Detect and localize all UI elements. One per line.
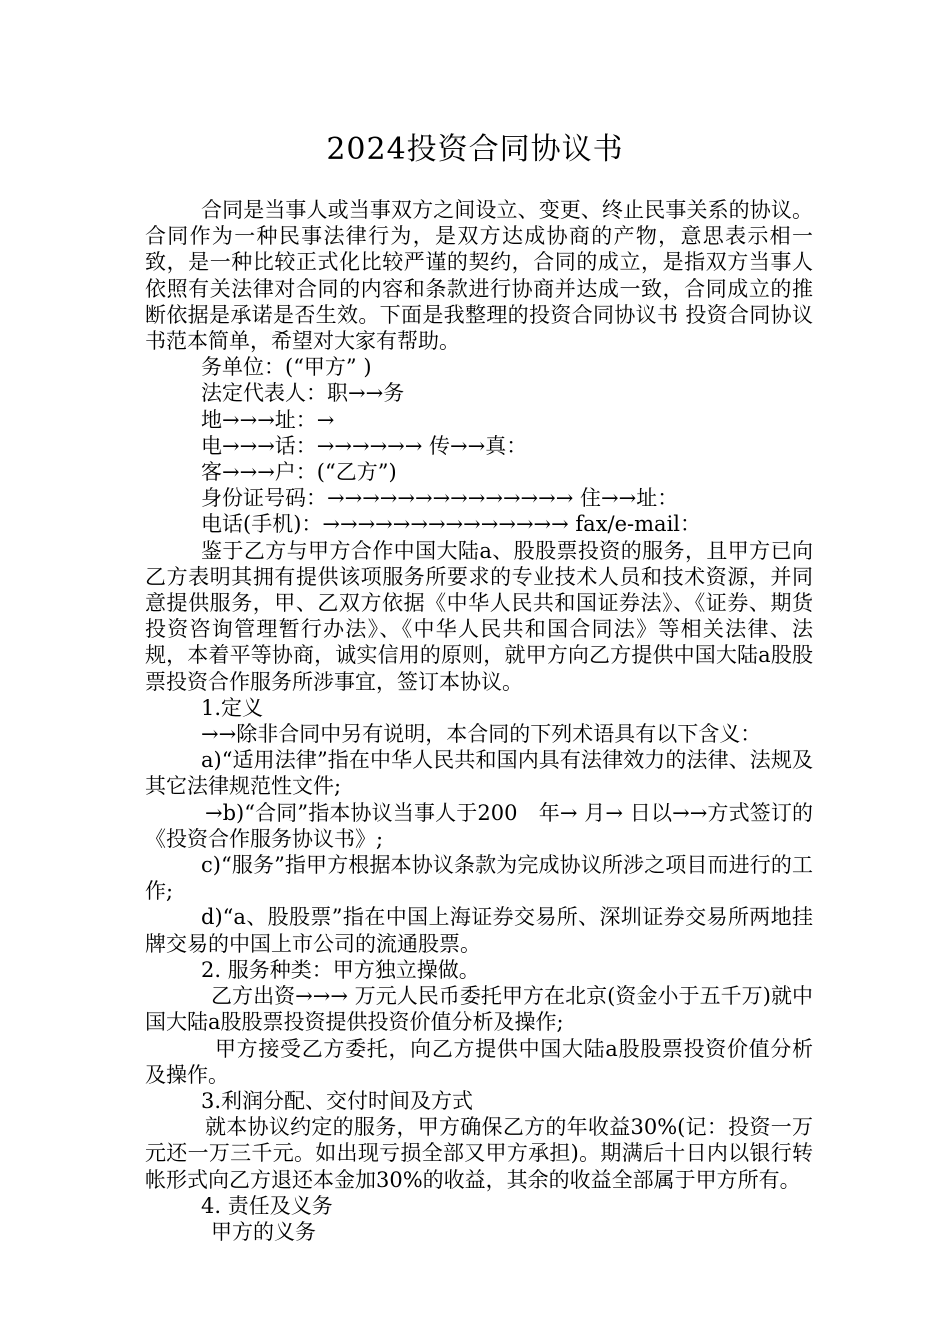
section-1-lead: →→除非合同中另有说明，本合同的下列术语具有以下含义： [201, 722, 762, 747]
party-b-line: 客→→→户：(“乙方”) [201, 460, 397, 485]
section-4-subheading: 甲方的义务 [211, 1219, 316, 1244]
section-2-paragraph-2: 甲方接受乙方委托，向乙方提供中国大陆a股股票投资价值分析及操作。 [145, 1036, 813, 1087]
document-title: 2024投资合同协议书 [326, 132, 624, 167]
party-a-line: 务单位：(“甲方” ) [201, 355, 372, 380]
mobile-line: 电话(手机)：→→→→→→→→→→→→→→ fax/e-mail： [201, 512, 702, 537]
legal-representative-line: 法定代表人：职→→务 [201, 381, 405, 406]
section-3-heading: 3.利润分配、交付时间及方式 [201, 1088, 474, 1113]
section-3-paragraph: 就本协议约定的服务，甲方确保乙方的年收益30%(记：投资一万元还一万三千元。如出现亏损全部又甲方承担)。期满后十日内以银行转帐形式向乙方退还本金加30%的收益，其余的收益全部属于甲方所有。 [145, 1115, 813, 1192]
phone-fax-line: 电→→→话：→→→→→→ 传→→真： [201, 433, 528, 458]
section-4-heading: 4. 责任及义务 [201, 1193, 333, 1218]
section-1-heading: 1.定义 [201, 695, 264, 720]
section-1-item-c: c)“服务”指甲方根据本协议条款为完成协议所涉之项目而进行的工作; [145, 853, 813, 904]
recital-paragraph: 鉴于乙方与甲方合作中国大陆a、股股票投资的服务，且甲方已向乙方表明其拥有提供该项服务所要求的专业技术人员和技术资源，并同意提供服务，甲、乙双方依据《中华人民共和国证券法》、《证券、期货投资咨询管理暂行办法》、《中华人民共和国合同法》等相关法律、法规，本着平等协商，诚实信用的原则，就甲方向乙方提供中国大陆a股股票投资合作服务所涉事宜，签订本协议。 [145, 538, 813, 694]
section-1-item-b: →b)“合同”指本协议当事人于200 年→ 月→ 日以→→方式签订的《投资合作服务协议书》; [145, 800, 813, 851]
id-number-line: 身份证号码：→→→→→→→→→→→→→→ 住→→址： [201, 486, 679, 511]
section-2-paragraph-1: 乙方出资→→→ 万元人民币委托甲方在北京(资金小于五千万)就中国大陆a股股票投资提供投资价值分析及操作; [145, 984, 813, 1035]
intro-paragraph: 合同是当事人或当事双方之间设立、变更、终止民事关系的协议。合同作为一种民事法律行为，是双方达成协商的产物，意思表示相一致，是一种比较正式化比较严谨的契约，合同的成立，是指双方当事人依照有关法律对合同的内容和条款进行协商并达成一致，合同成立的推断依据是承诺是否生效。下面是我整理的投资合同协议书 投资合同协议书范本简单，希望对大家有帮助。 [145, 198, 813, 354]
document-body [145, 197, 813, 1245]
section-1-item-d: d)“a、股股票”指在中国上海证券交易所、深圳证券交易所两地挂牌交易的中国上市公司的流通股票。 [145, 905, 813, 956]
section-2-heading: 2. 服务种类：甲方独立操做。 [201, 957, 480, 982]
section-1-item-a: a)“适用法律”指在中华人民共和国内具有法律效力的法律、法规及其它法律规范性文件; [145, 748, 813, 799]
address-line: 地→→→址：→ [201, 407, 335, 432]
